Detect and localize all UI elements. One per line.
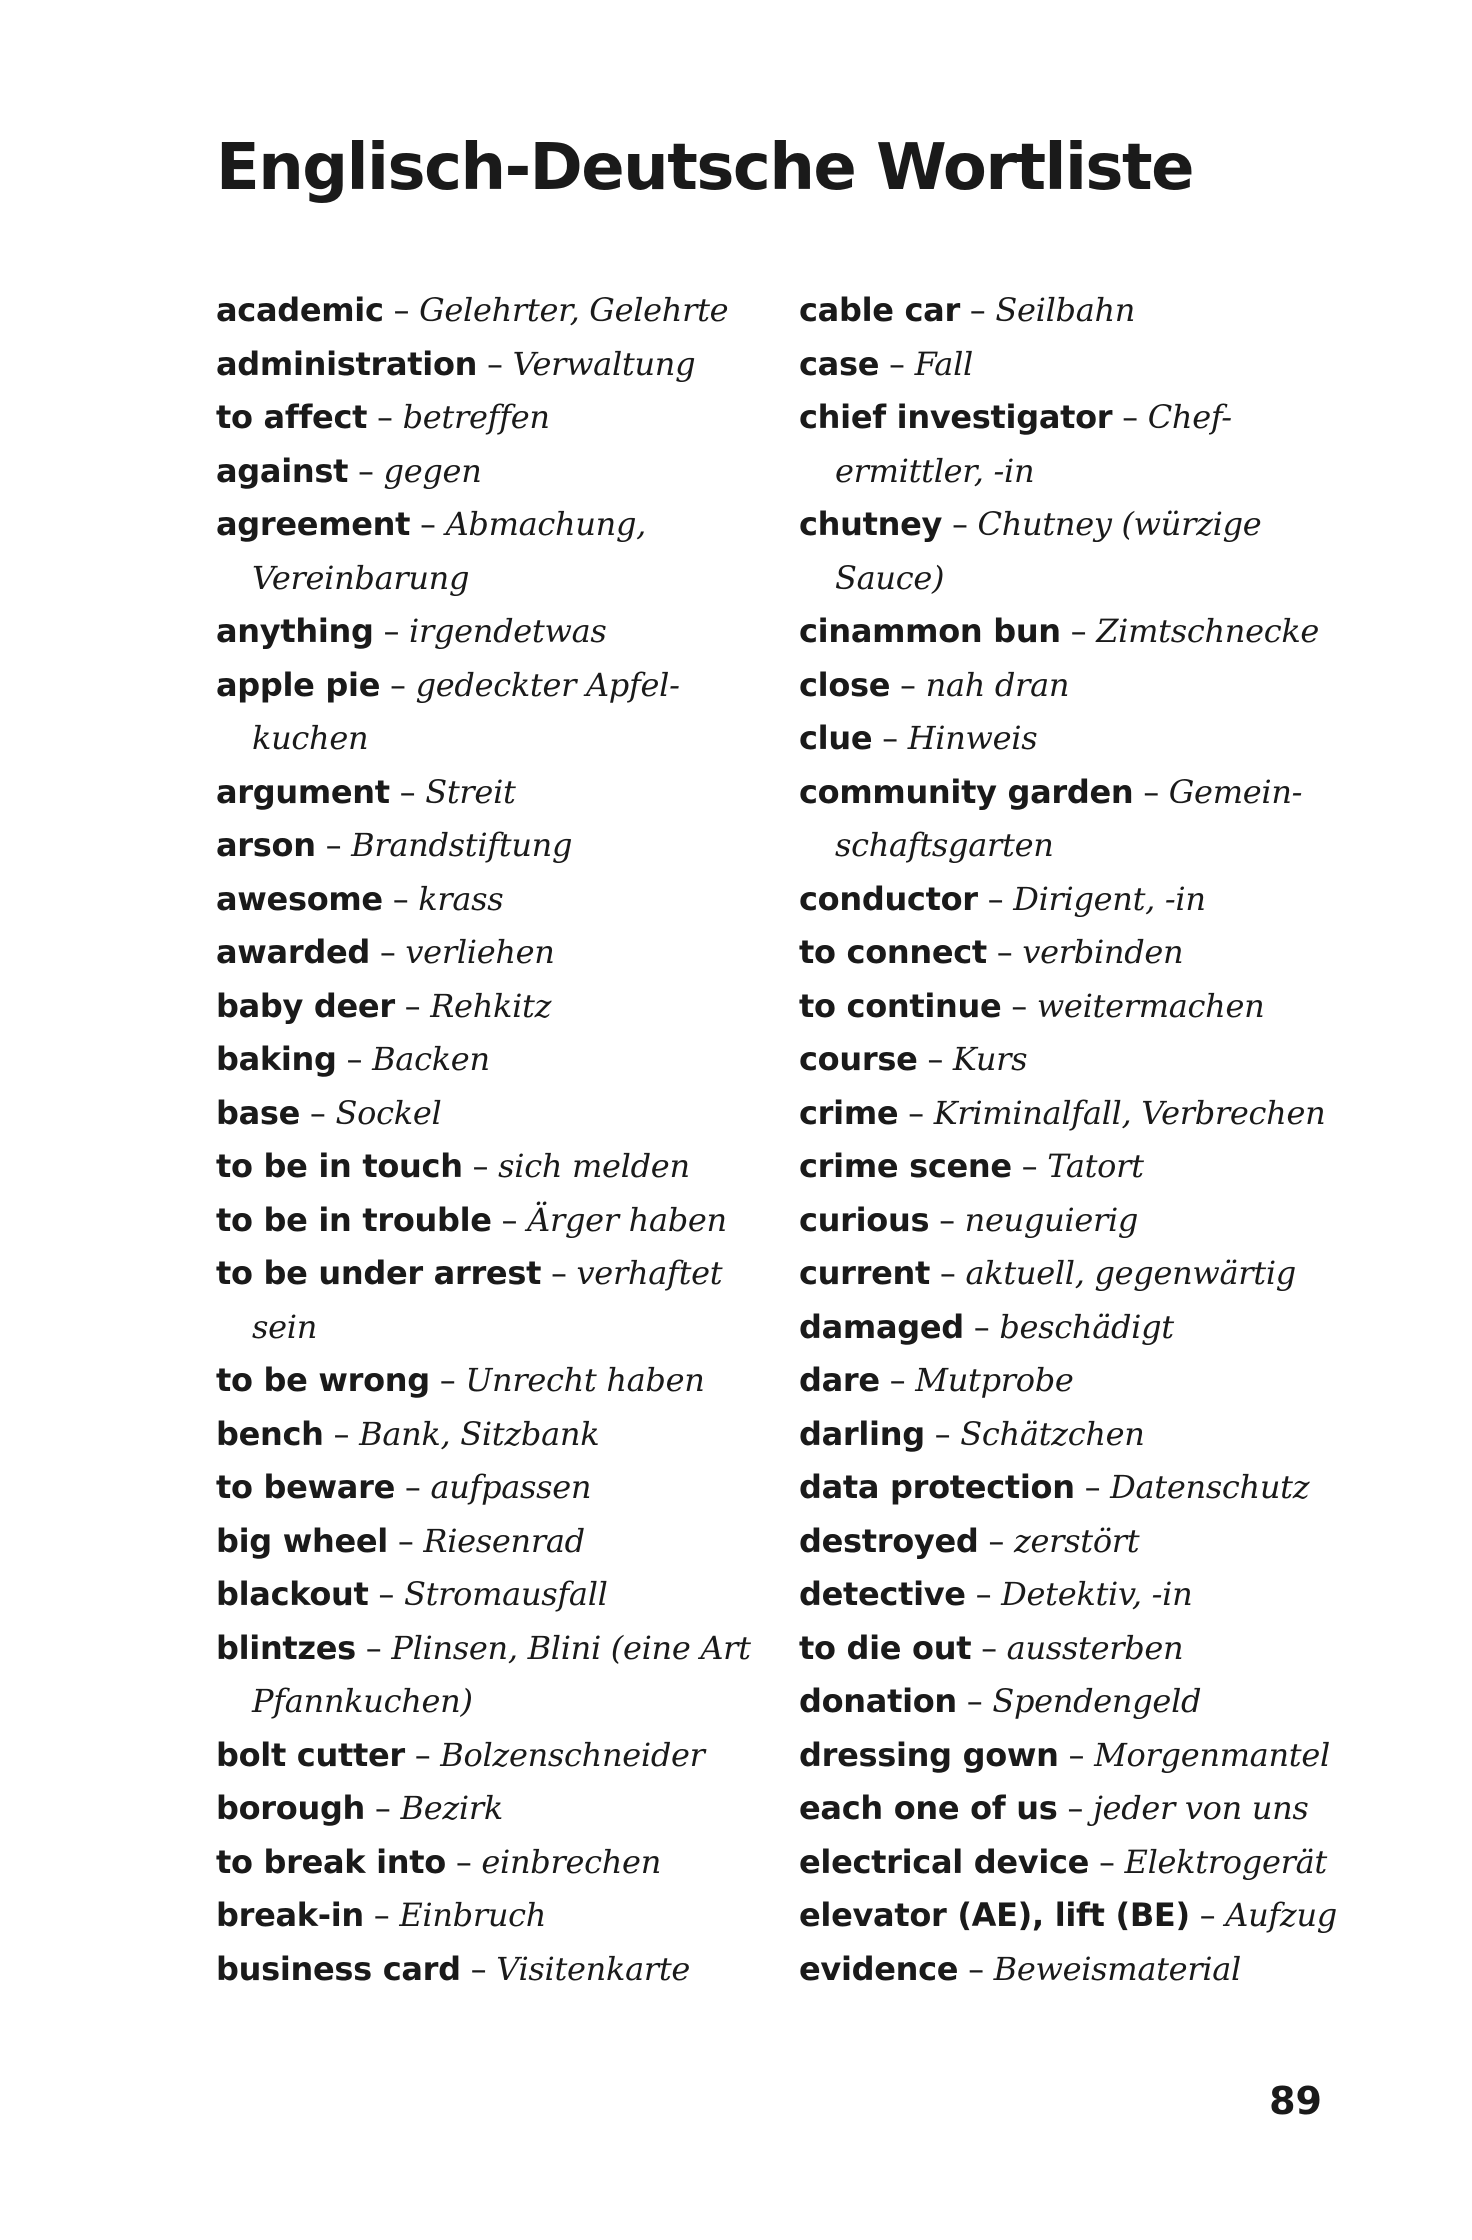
word-entry: administration – Verwaltung (216, 344, 696, 383)
entry-translation: Morgenmantel (1094, 1735, 1330, 1774)
page-number: 89 (1269, 2079, 1322, 2123)
word-entry: data protection – Datenschutz (799, 1468, 1310, 1506)
word-entry: academic – Gelehrter, Gelehrte (216, 291, 729, 329)
word-entry: course – Kurs (799, 1040, 1028, 1078)
entry-term: baking (216, 1040, 337, 1078)
entry-translation: Fall (914, 344, 973, 383)
entry-translation: Unrecht haben (465, 1361, 705, 1399)
entry-translation: aufpassen (430, 1468, 592, 1506)
entry-term: to be in trouble (216, 1200, 492, 1239)
word-entry: detective – Detektiv, -in (799, 1575, 1193, 1613)
word-entry: base – Sockel (216, 1093, 442, 1132)
entry-translation: Seilbahn (995, 291, 1136, 329)
entry-term: academic (216, 291, 384, 329)
entry-translation: Brandstiftung (351, 826, 573, 864)
word-entry: awesome – krass (216, 879, 504, 918)
entry-term: course (799, 1040, 918, 1078)
entry-term: case (799, 344, 880, 383)
entry-term: dressing gown (799, 1735, 1059, 1774)
entry-translation: Chef-ermittler, -in (835, 398, 1232, 490)
entry-term: damaged (799, 1307, 964, 1346)
entry-translation: Bolzenschneider (440, 1735, 705, 1774)
entry-term: each one of us (799, 1789, 1058, 1827)
entry-translation: Detektiv, -in (1001, 1575, 1193, 1613)
word-entry: to be in trouble – Ärger haben (216, 1200, 727, 1239)
entry-term: baby deer (216, 986, 395, 1025)
word-entry: business card – Visitenkarte (216, 1949, 691, 1988)
word-entry: curious – neuguierig (799, 1200, 1139, 1239)
entry-term: blintzes (216, 1628, 356, 1667)
page-title: Englisch-Deutsche Wortliste (216, 131, 1193, 205)
entry-translation: Ärger haben (527, 1200, 727, 1239)
entry-translation: Zimtschnecke (1096, 612, 1320, 650)
word-list-right-column (799, 284, 1359, 1996)
entry-term: cable car (799, 291, 960, 329)
entry-term: awesome (216, 879, 383, 918)
entry-term: base (216, 1093, 301, 1132)
entry-term: donation (799, 1682, 957, 1720)
word-entry: break-in – Einbruch (216, 1896, 547, 1934)
entry-translation: gegen (383, 451, 482, 490)
entry-translation: verhaftet sein (252, 1254, 723, 1346)
entry-term: to die out (799, 1628, 972, 1667)
entry-translation: Abmachung, Vereinbarung (252, 505, 647, 597)
entry-term: chutney (799, 505, 943, 543)
word-entry: awarded – verliehen (216, 933, 555, 971)
entry-translation: aktuell, gegenwärtig (965, 1254, 1296, 1292)
entry-translation: Chutney (würzige Sauce) (835, 505, 1262, 597)
word-entry: apple pie – gedeckter Apfel-kuchen (216, 665, 680, 757)
word-entry: bench – Bank, Sitzbank (216, 1414, 600, 1453)
word-entry: donation – Spendengeld (799, 1682, 1202, 1720)
entry-translation: aussterben (1006, 1628, 1184, 1667)
entry-term: to beware (216, 1468, 395, 1506)
entry-translation: Einbruch (399, 1896, 547, 1934)
word-entry: cinammon bun – Zimtschnecke (799, 612, 1320, 650)
entry-term: business card (216, 1949, 461, 1988)
entry-term: apple pie (216, 665, 381, 704)
word-entry: elevator (AE), lift (BE) – Aufzug (799, 1896, 1337, 1934)
entry-term: administration (216, 344, 478, 383)
word-entry: agreement – Abmachung, Vereinbarung (216, 505, 647, 597)
entry-term: darling (799, 1414, 925, 1453)
entry-translation: Plinsen, Blini (eine Art Pfannkuchen) (252, 1628, 751, 1720)
entry-translation: Verwaltung (512, 344, 696, 383)
entry-translation: verbinden (1022, 933, 1184, 971)
entry-term: current (799, 1254, 930, 1292)
entry-translation: Rehkitz (430, 986, 552, 1025)
entry-term: data protection (799, 1468, 1075, 1506)
word-entry: close – nah dran (799, 665, 1070, 704)
word-entry: darling – Schätzchen (799, 1414, 1145, 1453)
word-entry: dressing gown – Morgenmantel (799, 1735, 1330, 1774)
entry-term: dare (799, 1361, 880, 1399)
entry-term: anything (216, 612, 374, 650)
word-entry: chief investigator – Chef-ermittler, -in (799, 398, 1232, 490)
word-entry: conductor – Dirigent, -in (799, 879, 1206, 918)
word-entry: to affect – betreffen (216, 398, 550, 436)
entry-term: destroyed (799, 1521, 979, 1560)
entry-term: blackout (216, 1575, 369, 1613)
entry-term: against (216, 451, 349, 490)
entry-translation: verliehen (405, 933, 555, 971)
entry-translation: Aufzug (1225, 1896, 1337, 1934)
entry-term: crime scene (799, 1147, 1012, 1185)
word-entry: to be under arrest – verhaftet sein (216, 1254, 723, 1346)
entry-translation: Gemein-schaftsgarten (835, 772, 1303, 864)
entry-translation: Gelehrter, Gelehrte (419, 291, 729, 329)
word-list-left-column (216, 284, 776, 1996)
word-entry: borough – Bezirk (216, 1789, 503, 1827)
entry-translation: Hinweis (907, 719, 1038, 757)
entry-term: curious (799, 1200, 930, 1239)
entry-translation: Kurs (952, 1040, 1028, 1078)
entry-term: elevator (AE), lift (BE) (799, 1896, 1190, 1934)
word-entry: argument – Streit (216, 772, 516, 811)
entry-translation: beschädigt (999, 1307, 1174, 1346)
entry-translation: Spendengeld (992, 1682, 1202, 1720)
word-entry: big wheel – Riesenrad (216, 1521, 585, 1560)
entry-term: cinammon bun (799, 612, 1061, 650)
word-entry: community garden – Gemein-schaftsgarten (799, 772, 1303, 864)
entry-term: chief investigator (799, 398, 1113, 436)
entry-translation: Tatort (1047, 1147, 1144, 1185)
entry-translation: neuguierig (964, 1200, 1139, 1239)
entry-term: to connect (799, 933, 987, 971)
word-entry: current – aktuell, gegenwärtig (799, 1254, 1296, 1292)
word-entry: chutney – Chutney (würzige Sauce) (799, 505, 1262, 597)
entry-term: electrical device (799, 1842, 1090, 1881)
entry-translation: irgendetwas (409, 612, 607, 650)
entry-term: bench (216, 1414, 324, 1453)
word-entry: arson – Brandstiftung (216, 826, 573, 864)
word-entry: blackout – Stromausfall (216, 1575, 608, 1613)
entry-translation: gedeckter Apfel-kuchen (252, 665, 680, 757)
entry-translation: Backen (372, 1040, 490, 1078)
entry-term: arson (216, 826, 316, 864)
word-entry: cable car – Seilbahn (799, 291, 1136, 329)
entry-translation: Stromausfall (403, 1575, 608, 1613)
entry-translation: nah dran (925, 665, 1070, 704)
word-entry: to die out – aussterben (799, 1628, 1184, 1667)
entry-term: to affect (216, 398, 368, 436)
entry-term: close (799, 665, 891, 704)
word-entry: to be in touch – sich melden (216, 1147, 690, 1185)
entry-translation: jeder von uns (1092, 1789, 1309, 1827)
entry-translation: Visitenkarte (496, 1949, 691, 1988)
word-entry: to break into – einbrechen (216, 1842, 662, 1881)
entry-translation: Sockel (335, 1093, 442, 1132)
entry-translation: Schätzchen (960, 1414, 1145, 1453)
entry-translation: Bezirk (400, 1789, 503, 1827)
word-entry: each one of us – jeder von uns (799, 1789, 1309, 1827)
word-entry: clue – Hinweis (799, 719, 1038, 757)
entry-translation: krass (418, 879, 504, 918)
entry-translation: Elektrogerät (1124, 1842, 1327, 1881)
entry-translation: Kriminalfall, Verbrechen (933, 1093, 1326, 1132)
word-entry: dare – Mutprobe (799, 1361, 1074, 1399)
entry-term: agreement (216, 505, 411, 543)
word-entry: evidence – Beweismaterial (799, 1949, 1241, 1988)
entry-term: to break into (216, 1842, 446, 1881)
entry-term: awarded (216, 933, 370, 971)
entry-term: to continue (799, 986, 1002, 1025)
entry-translation: betreffen (402, 398, 550, 436)
word-entry: electrical device – Elektrogerät (799, 1842, 1327, 1881)
word-entry: bolt cutter – Bolzenschneider (216, 1735, 705, 1774)
entry-term: to be wrong (216, 1361, 430, 1399)
entry-translation: einbrechen (481, 1842, 662, 1881)
entry-term: bolt cutter (216, 1735, 405, 1774)
word-entry: anything – irgendetwas (216, 612, 607, 650)
entry-term: argument (216, 772, 390, 811)
word-entry: baby deer – Rehkitz (216, 986, 552, 1025)
entry-term: detective (799, 1575, 966, 1613)
word-entry: against – gegen (216, 451, 482, 490)
entry-term: conductor (799, 879, 978, 918)
entry-translation: weitermachen (1036, 986, 1265, 1025)
word-entry: baking – Backen (216, 1040, 490, 1078)
word-entry: crime – Kriminalfall, Verbrechen (799, 1093, 1326, 1132)
entry-translation: Riesenrad (423, 1521, 585, 1560)
entry-translation: Datenschutz (1110, 1468, 1310, 1506)
entry-translation: Beweismaterial (993, 1949, 1241, 1988)
entry-term: community garden (799, 772, 1134, 811)
word-entry: destroyed – zerstört (799, 1521, 1140, 1560)
word-entry: to connect – verbinden (799, 933, 1184, 971)
entry-term: to be under arrest (216, 1254, 542, 1292)
entry-translation: Dirigent, -in (1013, 879, 1206, 918)
word-entry: damaged – beschädigt (799, 1307, 1174, 1346)
word-entry: to continue – weitermachen (799, 986, 1265, 1025)
word-entry: to be wrong – Unrecht haben (216, 1361, 705, 1399)
entry-translation: zerstört (1013, 1521, 1140, 1560)
entry-term: break-in (216, 1896, 364, 1934)
entry-term: evidence (799, 1949, 959, 1988)
entry-term: borough (216, 1789, 366, 1827)
word-entry: blintzes – Plinsen, Blini (eine Art Pfannkuchen) (216, 1628, 751, 1720)
entry-term: clue (799, 719, 873, 757)
word-entry: case – Fall (799, 344, 973, 383)
entry-translation: Bank, Sitzbank (359, 1414, 600, 1453)
entry-term: to be in touch (216, 1147, 463, 1185)
entry-translation: sich melden (498, 1147, 690, 1185)
entry-translation: Mutprobe (915, 1361, 1074, 1399)
entry-term: crime (799, 1093, 899, 1132)
entry-translation: Streit (425, 772, 516, 811)
word-entry: to beware – aufpassen (216, 1468, 592, 1506)
word-entry: crime scene – Tatort (799, 1147, 1144, 1185)
entry-term: big wheel (216, 1521, 388, 1560)
